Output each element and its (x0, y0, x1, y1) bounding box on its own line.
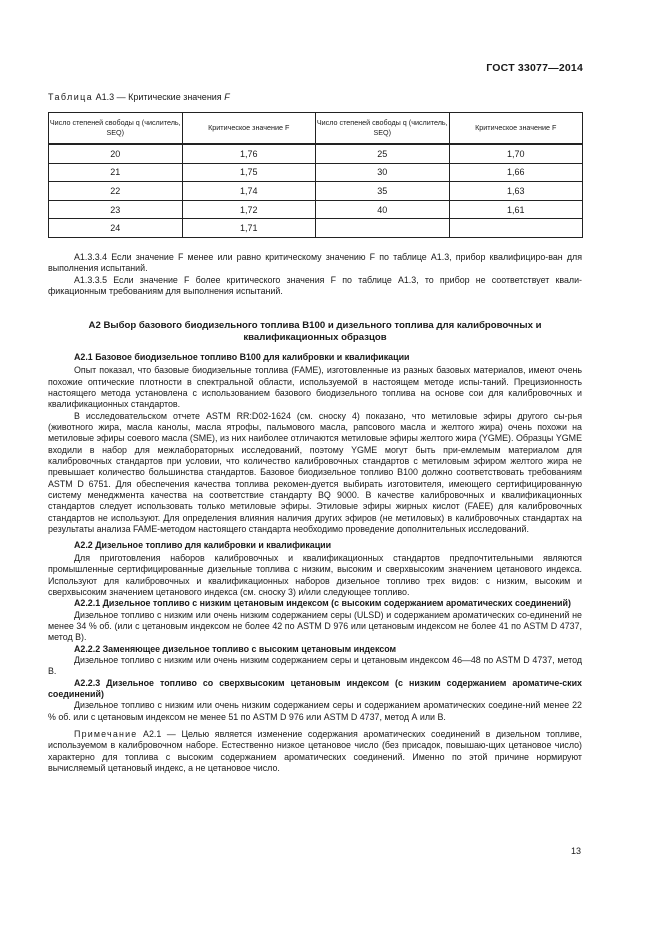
section-a222-title: А2.2.2 Заменяющее дизельное топливо с высоким цетановым индексом (74, 643, 397, 654)
cell-f1: 1,75 (182, 163, 316, 182)
cell-q1: 20 (49, 144, 183, 163)
cell-f1: 1,72 (182, 200, 316, 219)
header-degrees-freedom-1: Число степеней свободы q (числитель, SEQ) (49, 113, 183, 145)
cell-q2: 40 (316, 200, 450, 219)
paragraph-a223: Дизельное топливо с низким или очень низким содержанием серы и содержанием ароматических соедине-ний менее 22 % об. или с цетановым индексом не менее 51 по ASTM D 976 или ASTM D 4737, метод А или В. (48, 700, 582, 722)
section-a2-title: А2 Выбор базового биодизельного топлива В100 и дизельного топлива для калибровочных и квалификационных образцов (88, 320, 542, 343)
header-critical-value-2: Критическое значение F (449, 113, 583, 145)
table-row (49, 144, 583, 163)
table-caption-prefix: Таблица (48, 92, 94, 102)
cell-q1: 24 (49, 219, 183, 238)
critical-values-table (48, 112, 583, 238)
note-a21 (48, 729, 582, 774)
paragraph-a22-1: Для приготовления наборов калибровочных и квалификационных стандартов предпочтительными являются промышленные сертифицированные дизельные топлива с низким, высоким и сверхвысоким значением цетанового индекса. Используют для калибровочных и квалификационных наборов дизельное топливо трех видов: с низким, высоким и сверхвысоким значением цетанового индекса (см. сноску 3) и/или следующее топливо. (48, 552, 582, 597)
paragraph-a1334: A1.3.3.4 Если значение F менее или равно критическому значению F по таблице А1.3, прибор квалифициро-ван для выполнения испытаний. (48, 252, 582, 274)
section-a22-title: А2.2 Дизельное топливо для калибровки и квалификации (74, 539, 332, 550)
section-a223-title: А2.2.3 Дизельное топливо со сверхвысоким цетановым индексом (с низким содержанием ароматиче-ских соединений) (48, 677, 582, 699)
section-a21-title: А2.1 Базовое биодизельное топливо В100 для калибровки и квалификации (74, 352, 410, 362)
cell-f2: 1,61 (449, 200, 583, 219)
standard-designation: ГОСТ 33077—2014 (486, 62, 583, 74)
paragraph-a21-2: В исследовательском отчете ASTM RR:D02-1624 (см. сноску 4) показано, что метиловые эфиры другого сы-рья (животного жира, масла канолы, масла ятрофы, пальмового масла, рапсового масла и желтого жира) очень похожи на метиловые эфиры соевого масла (SME), из них наиболее отличаются метиловые эфиры желтого жира (YGME). Образцы YGME входили в набор для межлабораторных исследований, поэтому YGME могут быть при-емлемым материалом для калибровочных стандартов при условии, что количество калибровочных стандартов с метиловым эфиром желтого жира не превышает количество большинства стандартов. Базовое биодизельное топливо В100 должно соответствовать требованиям ASTM D 6751. Для обеспечения качества топлива рекомен-дуется выбирать изготовителя, имеющего сертифицированную систему менеджмента качества на соответствие стандарту BQ 9000. В качестве калибровочных и квалификационных стандартов следует использовать только метиловые эфиры. Этиловые эфиры жирных кислот (FAEE) для калибровочных стандартов не используют. Для определения влияния наличия других эфиров (не метиловых) в калибровочных стандартах на результаты анализа FAME-методом настоящего стандарта необходимо проведение дополнительных исследований. (48, 410, 582, 535)
cell-f1: 1,74 (182, 182, 316, 201)
cell-f1: 1,71 (182, 219, 316, 238)
paragraph-a222: Дизельное топливо с низким или очень низким содержанием серы и цетановым индексом 46—48 по ASTM D 4737, метод В. (48, 654, 582, 677)
note-text: А2.1 — Целью является изменение содержания ароматических соединений в дизельном топливе, используемом в калибровочном наборе. Естественно низкое цетановое число (без присадок, повышаю-щих цетановое число) характерно для топлива с высоким содержанием ароматических соединений. Именно по этой причине нормируют вычисляемый цетановый индекс, а не цетановое число. (48, 729, 582, 774)
table-row (49, 182, 583, 201)
cell-q2: 35 (316, 182, 450, 201)
cell-f2: 1,70 (449, 144, 583, 163)
cell-q2: 25 (316, 144, 450, 163)
cell-f2 (449, 219, 583, 238)
paragraph-a221: Дизельное топливо с низким или очень низким содержанием серы (ULSD) и содержанием ароматических со-единений не менее 34 % об. (или с цетановым индексом не более 42 по ASTM D 976 или цетановым индексом не более 41 по ASTM D 4737, метод В). (48, 609, 582, 643)
table-row (49, 219, 583, 238)
cell-f2: 1,66 (449, 163, 583, 182)
table-row (49, 200, 583, 219)
header-degrees-freedom-2: Число степеней свободы q (числитель, SEQ) (316, 113, 450, 145)
cell-f2: 1,63 (449, 182, 583, 201)
cell-f1: 1,76 (182, 144, 316, 163)
paragraph-a1335: A1.3.3.5 Если значение F более критического значения F по таблице А1.3, то прибор не соответствует квали-фикационным требованиям для выполнения испытаний. (48, 274, 582, 297)
cell-q1: 21 (49, 163, 183, 182)
paragraph-a21-1: Опыт показал, что базовые биодизельные топлива (FAME), изготовленные из разных базовых материалов, имеют очень похожие оптические плотности в спектральной области, используемой в настоящем методе испы-таний. Прецизионность настоящего метода установлена с использованием базового биодизельного топлива на основе сои для калибровочных и квалификационных стандартов. (48, 365, 582, 410)
table-caption-text: A1.3 — Критические значения (95, 92, 222, 102)
note-label: Примечание (74, 729, 138, 739)
header-critical-value-1: Критическое значение F (182, 113, 316, 145)
page-number: 13 (570, 846, 581, 856)
section-a2-body (48, 352, 582, 774)
cell-q1: 22 (49, 182, 183, 201)
table-caption (48, 92, 230, 102)
section-a221-title: А2.2.1 Дизельное топливо с низким цетановым индексом (с высоким содержанием ароматических соединений) (74, 598, 571, 609)
cell-q2 (316, 219, 450, 238)
a13-paragraphs (48, 252, 582, 297)
cell-q1: 23 (49, 200, 183, 219)
table-header-row (49, 113, 583, 145)
cell-q2: 30 (316, 163, 450, 182)
table-caption-var: F (224, 92, 230, 102)
table-row (49, 163, 583, 182)
